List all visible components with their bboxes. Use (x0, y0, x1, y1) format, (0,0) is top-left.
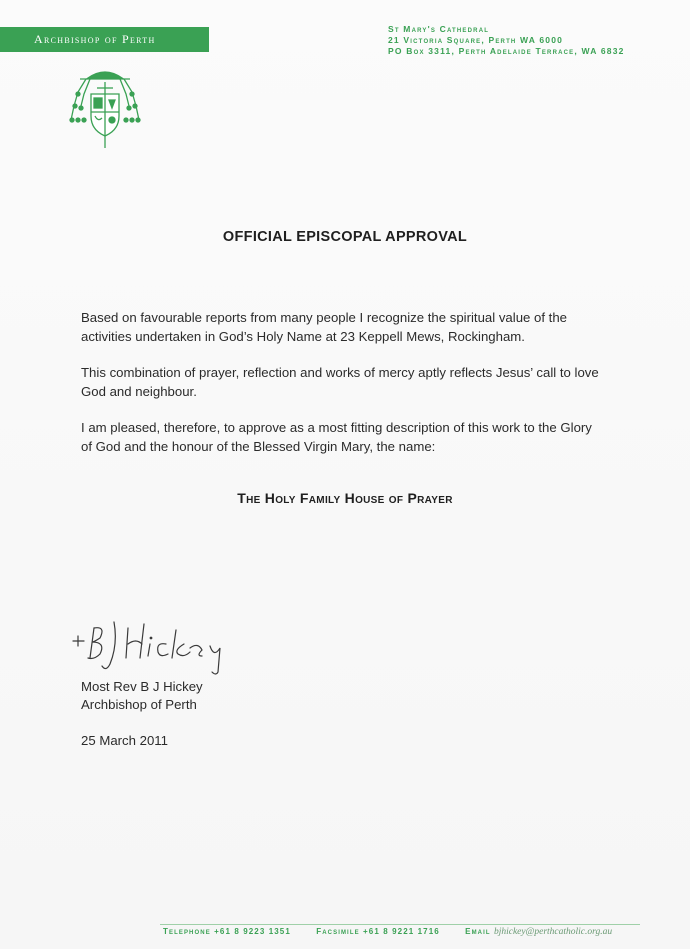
email-address: bjhickey@perthcatholic.org.au (493, 927, 613, 937)
cathedral-address (388, 24, 625, 57)
coat-of-arms-icon (66, 64, 144, 150)
telephone-label: Telephone (163, 927, 211, 936)
signature (70, 614, 235, 676)
header-banner (0, 27, 209, 52)
paragraph-2: This combination of prayer, reflection and works of mercy aptly reflects Jesus’ call to love God and neighbour. (81, 365, 599, 399)
address-line-1: St Mary's Cathedral (388, 24, 490, 34)
facsimile-label: Facsimile (316, 927, 360, 936)
footer-divider (160, 924, 640, 925)
signer-block (81, 678, 203, 714)
signer-name: Most Rev B J Hickey (81, 679, 203, 694)
banner-text: Archbishop of Perth (34, 32, 156, 46)
telephone-entry (163, 927, 291, 936)
paragraph-1: Based on favourable reports from many people I recognize the spiritual value of the activities undertaken in God’s Holy Name at 23 Keppell Mews, Rockingham. (81, 310, 568, 344)
facsimile-number: +61 8 9221 1716 (363, 927, 440, 936)
facsimile-entry (316, 927, 440, 936)
email-label: Email (465, 927, 491, 936)
address-line-3: PO Box 3311, Perth Adelaide Terrace, WA 6832 (388, 46, 625, 56)
address-line-2: 21 Victoria Square, Perth WA 6000 (388, 35, 564, 45)
approved-name: The Holy Family House of Prayer (237, 490, 453, 506)
contact-footer (163, 927, 634, 937)
email-entry (465, 927, 612, 936)
letter-title: OFFICIAL EPISCOPAL APPROVAL (222, 229, 468, 245)
telephone-number: +61 8 9223 1351 (214, 927, 291, 936)
signer-title: Archbishop of Perth (81, 697, 197, 712)
paragraph-3: I am pleased, therefore, to approve as a most fitting description of this work to the Glory of God and the honour of the Blessed Virgin Mary, the name: (81, 420, 592, 454)
letter-date: 25 March 2011 (81, 733, 168, 748)
